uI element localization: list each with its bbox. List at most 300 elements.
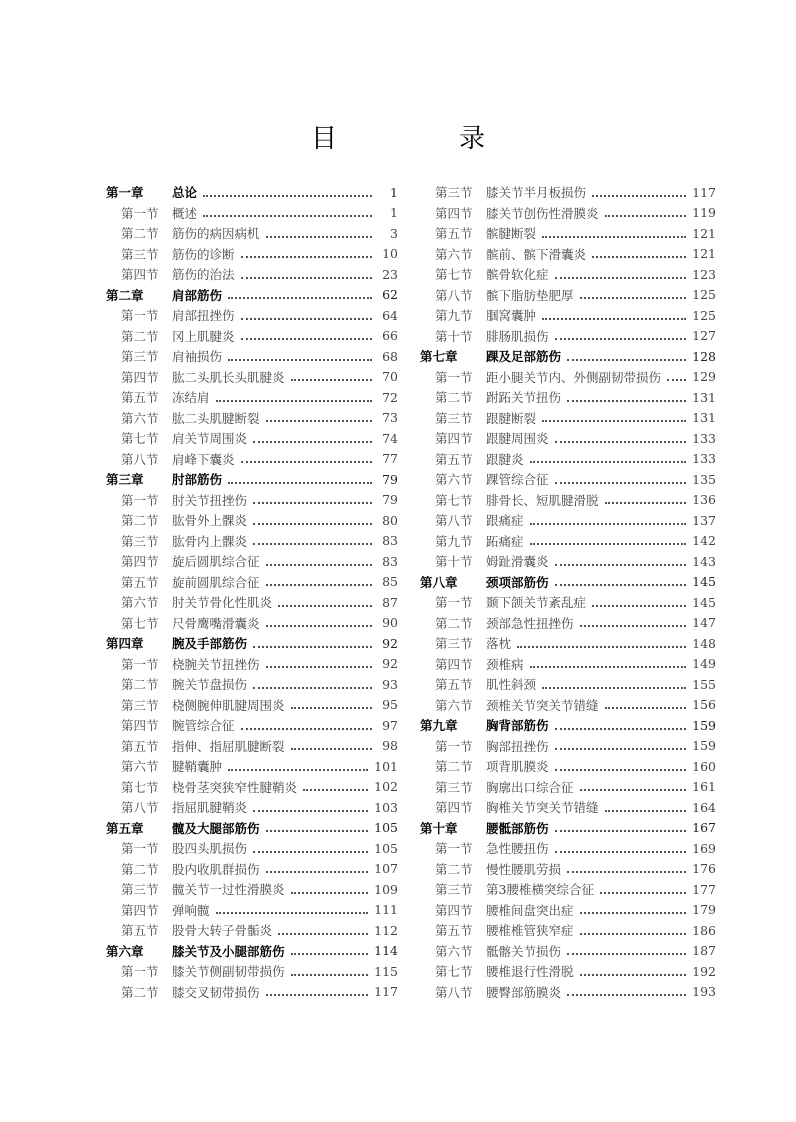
toc-section-entry xyxy=(106,777,398,798)
section-title: 肩部扭挫伤 xyxy=(172,308,235,324)
page-number: 72 xyxy=(382,389,398,405)
toc-section-entry xyxy=(420,264,716,285)
dot-leader xyxy=(592,185,686,197)
page-number: 114 xyxy=(374,943,398,959)
section-title: 尺骨鹰嘴滑囊炎 xyxy=(172,615,260,631)
section-title: 跖痛症 xyxy=(486,533,524,549)
page-number: 123 xyxy=(692,266,716,282)
section-title: 股骨大转子骨骺炎 xyxy=(172,923,273,939)
page-number: 160 xyxy=(692,758,716,774)
page-number: 87 xyxy=(382,594,398,610)
page-number: 186 xyxy=(692,922,716,938)
section-number: 第二节 xyxy=(121,226,159,242)
dot-leader xyxy=(567,984,686,996)
dot-leader xyxy=(555,328,687,340)
section-title: 颈部急性扭挫伤 xyxy=(486,615,574,631)
section-title: 髋关节一过性滑膜炎 xyxy=(172,882,285,898)
dot-leader xyxy=(291,882,369,894)
section-number: 第四节 xyxy=(121,718,159,734)
section-number: 第四节 xyxy=(435,800,473,816)
toc-section-entry xyxy=(106,838,398,859)
section-number: 第六节 xyxy=(435,246,473,262)
dot-leader xyxy=(580,902,687,914)
section-title: 颈椎关节突关节错缝 xyxy=(486,697,599,713)
section-title: 旋后圆肌综合征 xyxy=(172,554,260,570)
section-number: 第七节 xyxy=(121,615,159,631)
section-number: 第四节 xyxy=(121,902,159,918)
section-number: 第六节 xyxy=(121,759,159,775)
toc-section-entry xyxy=(420,859,716,880)
dot-leader xyxy=(517,636,686,648)
dot-leader xyxy=(555,820,687,832)
page-number: 131 xyxy=(692,389,716,405)
page-number: 179 xyxy=(692,902,716,918)
dot-leader xyxy=(555,554,687,566)
dot-leader xyxy=(253,677,372,689)
toc-chapter-entry xyxy=(106,633,398,654)
section-title: 膝关节半月板损伤 xyxy=(486,185,587,201)
toc-section-entry xyxy=(420,654,716,675)
section-number: 第一节 xyxy=(435,841,473,857)
toc-chapter-entry xyxy=(106,818,398,839)
page-number: 137 xyxy=(692,512,716,528)
section-number: 第九节 xyxy=(435,533,473,549)
chapter-title: 总论 xyxy=(172,185,198,201)
toc-section-entry xyxy=(106,982,398,1003)
section-number: 第七节 xyxy=(435,964,473,980)
page-number: 176 xyxy=(692,861,716,877)
section-number: 第一节 xyxy=(435,738,473,754)
section-number: 第一节 xyxy=(435,369,473,385)
toc-section-entry xyxy=(420,777,716,798)
dot-leader xyxy=(228,349,372,361)
dot-leader xyxy=(216,390,372,402)
page-number: 101 xyxy=(374,758,398,774)
page-number: 109 xyxy=(374,881,398,897)
dot-leader xyxy=(567,861,686,873)
section-number: 第七节 xyxy=(435,267,473,283)
toc-section-entry xyxy=(420,428,716,449)
page-number: 133 xyxy=(692,430,716,446)
toc-section-entry xyxy=(106,326,398,347)
chapter-number: 第三章 xyxy=(106,472,144,488)
section-number: 第七节 xyxy=(435,492,473,508)
section-number: 第一节 xyxy=(121,205,159,221)
section-title: 急性腰扭伤 xyxy=(486,841,549,857)
page-number: 85 xyxy=(382,574,398,590)
section-number: 第八节 xyxy=(435,287,473,303)
page-number: 193 xyxy=(692,984,716,1000)
toc-section-entry xyxy=(420,613,716,634)
page-number: 79 xyxy=(382,471,398,487)
toc-section-entry xyxy=(420,695,716,716)
toc-section-entry xyxy=(106,736,398,757)
section-number: 第六节 xyxy=(121,410,159,426)
page-number: 10 xyxy=(382,246,398,262)
page-number: 164 xyxy=(692,799,716,815)
toc-section-entry xyxy=(420,756,716,777)
dot-leader xyxy=(278,923,368,935)
chapter-title: 腰骶部筋伤 xyxy=(486,820,549,836)
dot-leader xyxy=(278,595,372,607)
page-number: 192 xyxy=(692,963,716,979)
section-number: 第一节 xyxy=(435,595,473,611)
section-number: 第五节 xyxy=(121,923,159,939)
section-title: 跟腱周围炎 xyxy=(486,431,549,447)
page-number: 3 xyxy=(390,225,398,241)
toc-section-entry xyxy=(420,941,716,962)
dot-leader xyxy=(600,882,686,894)
dot-leader xyxy=(253,636,372,648)
chapter-title: 膝关节及小腿部筋伤 xyxy=(172,943,285,959)
chapter-number: 第六章 xyxy=(106,943,144,959)
page-number: 147 xyxy=(692,615,716,631)
dot-leader xyxy=(253,513,372,525)
chapter-title: 肘部筋伤 xyxy=(172,472,223,488)
section-title: 髌前、髌下滑囊炎 xyxy=(486,246,587,262)
page-number: 169 xyxy=(692,840,716,856)
section-title: 股四头肌损伤 xyxy=(172,841,248,857)
dot-leader xyxy=(266,656,372,668)
toc-chapter-entry xyxy=(420,715,716,736)
toc-left-column xyxy=(106,182,398,1002)
toc-chapter-entry xyxy=(420,572,716,593)
section-number: 第七节 xyxy=(121,779,159,795)
section-number: 第八节 xyxy=(121,800,159,816)
section-number: 第三节 xyxy=(121,246,159,262)
dot-leader xyxy=(542,308,686,320)
toc-section-entry xyxy=(420,408,716,429)
section-title: 跟痛症 xyxy=(486,513,524,529)
section-number: 第十节 xyxy=(435,554,473,570)
section-title: 落枕 xyxy=(486,636,512,652)
dot-leader xyxy=(530,451,687,463)
toc-section-entry xyxy=(420,510,716,531)
section-title: 桡腕关节扭挫伤 xyxy=(172,656,260,672)
section-number: 第三节 xyxy=(435,882,473,898)
section-number: 第二节 xyxy=(121,513,159,529)
page-number: 131 xyxy=(692,410,716,426)
page-number: 155 xyxy=(692,676,716,692)
page-number: 79 xyxy=(382,492,398,508)
page-number: 90 xyxy=(382,615,398,631)
page-number: 62 xyxy=(382,287,398,303)
dot-leader xyxy=(266,226,372,238)
section-number: 第一节 xyxy=(121,964,159,980)
section-number: 第八节 xyxy=(435,984,473,1000)
section-number: 第四节 xyxy=(121,554,159,570)
section-title: 弹响髋 xyxy=(172,902,210,918)
section-number: 第六节 xyxy=(435,472,473,488)
chapter-title: 肩部筋伤 xyxy=(172,287,223,303)
section-number: 第四节 xyxy=(121,267,159,283)
page-number: 119 xyxy=(692,205,716,221)
dot-leader xyxy=(303,779,368,791)
page-number: 73 xyxy=(382,410,398,426)
dot-leader xyxy=(203,185,372,197)
section-number: 第十节 xyxy=(435,328,473,344)
toc-section-entry xyxy=(106,367,398,388)
toc-section-entry xyxy=(420,326,716,347)
page-number: 68 xyxy=(382,348,398,364)
toc-section-entry xyxy=(420,982,716,1003)
dot-leader xyxy=(266,615,372,627)
section-title: 跟腱炎 xyxy=(486,451,524,467)
section-title: 颞下颌关节紊乱症 xyxy=(486,595,587,611)
page-number: 159 xyxy=(692,717,716,733)
dot-leader xyxy=(266,574,372,586)
toc-section-entry xyxy=(106,203,398,224)
page-number: 103 xyxy=(374,799,398,815)
toc-section-entry xyxy=(420,203,716,224)
section-title: 腰椎椎管狭窄症 xyxy=(486,923,574,939)
section-title: 腓肠肌损伤 xyxy=(486,328,549,344)
toc-section-entry xyxy=(106,408,398,429)
chapter-title: 胸背部筋伤 xyxy=(486,718,549,734)
page-number: 74 xyxy=(382,430,398,446)
page-number: 117 xyxy=(374,984,398,1000)
section-number: 第三节 xyxy=(121,349,159,365)
section-title: 肩袖损伤 xyxy=(172,349,223,365)
dot-leader xyxy=(555,574,687,586)
section-title: 跗跖关节扭伤 xyxy=(486,390,562,406)
dot-leader xyxy=(291,964,369,976)
toc-section-entry xyxy=(420,531,716,552)
page-number: 98 xyxy=(382,738,398,754)
page-number: 83 xyxy=(382,553,398,569)
section-number: 第三节 xyxy=(121,533,159,549)
section-title: 腕关节盘损伤 xyxy=(172,677,248,693)
toc-section-entry xyxy=(106,715,398,736)
dot-leader xyxy=(266,410,372,422)
section-number: 第七节 xyxy=(121,431,159,447)
section-title: 肱二头肌腱断裂 xyxy=(172,410,260,426)
toc-right-column xyxy=(420,182,716,1002)
dot-leader xyxy=(253,800,368,812)
dot-leader xyxy=(241,328,372,340)
dot-leader xyxy=(555,759,687,771)
dot-leader xyxy=(253,492,372,504)
section-title: 股内收肌群损伤 xyxy=(172,861,260,877)
section-number: 第五节 xyxy=(121,738,159,754)
chapter-title: 颈项部筋伤 xyxy=(486,574,549,590)
page-number: 70 xyxy=(382,369,398,385)
section-title: 颈椎病 xyxy=(486,656,524,672)
chapter-number: 第二章 xyxy=(106,287,144,303)
toc-section-entry xyxy=(106,900,398,921)
toc-section-entry xyxy=(420,285,716,306)
dot-leader xyxy=(266,984,369,996)
dot-leader xyxy=(291,738,372,750)
section-number: 第一节 xyxy=(121,308,159,324)
page-number: 133 xyxy=(692,451,716,467)
section-title: 膝关节创伤性滑膜炎 xyxy=(486,205,599,221)
section-title: 指伸、指屈肌腱断裂 xyxy=(172,738,285,754)
page-number: 64 xyxy=(382,307,398,323)
page-number: 148 xyxy=(692,635,716,651)
chapter-number: 第九章 xyxy=(420,718,458,734)
section-number: 第四节 xyxy=(435,205,473,221)
section-title: 冈上肌腱炎 xyxy=(172,328,235,344)
page-title: 目 录 xyxy=(310,124,533,154)
dot-leader xyxy=(580,779,687,791)
section-number: 第六节 xyxy=(121,595,159,611)
toc-section-entry xyxy=(420,469,716,490)
section-title: 肘关节扭挫伤 xyxy=(172,492,248,508)
page-number: 112 xyxy=(374,922,398,938)
page-number: 66 xyxy=(382,328,398,344)
page-number: 127 xyxy=(692,328,716,344)
section-number: 第四节 xyxy=(121,369,159,385)
page-number: 117 xyxy=(692,184,716,200)
section-title: 肌性斜颈 xyxy=(486,677,537,693)
toc-section-entry xyxy=(106,879,398,900)
page-number: 129 xyxy=(692,369,716,385)
section-title: 胸廓出口综合征 xyxy=(486,779,574,795)
toc-section-entry xyxy=(106,654,398,675)
page-number: 161 xyxy=(692,779,716,795)
toc-section-entry xyxy=(106,920,398,941)
toc-section-entry xyxy=(106,613,398,634)
dot-leader xyxy=(605,697,687,709)
dot-leader xyxy=(530,533,687,545)
section-title: 踝管综合征 xyxy=(486,472,549,488)
page-number: 105 xyxy=(374,840,398,856)
dot-leader xyxy=(266,554,372,566)
toc-section-entry xyxy=(420,387,716,408)
page-number: 177 xyxy=(692,881,716,897)
toc-section-entry xyxy=(420,961,716,982)
dot-leader xyxy=(592,246,686,258)
page-number: 77 xyxy=(382,451,398,467)
chapter-number: 第十章 xyxy=(420,820,458,836)
section-title: 慢性腰肌劳损 xyxy=(486,861,562,877)
toc-chapter-entry xyxy=(420,346,716,367)
toc-section-entry xyxy=(106,449,398,470)
dot-leader xyxy=(253,533,372,545)
toc-chapter-entry xyxy=(106,285,398,306)
section-title: 髌腱断裂 xyxy=(486,226,537,242)
toc-section-entry xyxy=(420,182,716,203)
section-title: 腘窝囊肿 xyxy=(486,308,537,324)
section-title: 髌骨软化症 xyxy=(486,267,549,283)
chapter-number: 第一章 xyxy=(106,185,144,201)
dot-leader xyxy=(555,472,687,484)
toc-section-entry xyxy=(106,859,398,880)
toc-section-entry xyxy=(420,592,716,613)
toc-section-entry xyxy=(420,879,716,900)
dot-leader xyxy=(530,656,687,668)
section-number: 第四节 xyxy=(435,656,473,672)
section-title: 腰椎退行性滑脱 xyxy=(486,964,574,980)
page-number: 23 xyxy=(382,266,398,282)
page-number: 136 xyxy=(692,492,716,508)
dot-leader xyxy=(567,943,686,955)
dot-leader xyxy=(567,390,686,402)
page-number: 97 xyxy=(382,717,398,733)
page-number: 102 xyxy=(374,779,398,795)
page-number: 1 xyxy=(390,184,398,200)
section-title: 腕管综合征 xyxy=(172,718,235,734)
toc-section-entry xyxy=(420,551,716,572)
page-number: 121 xyxy=(692,246,716,262)
section-title: 肱二头肌长头肌腱炎 xyxy=(172,369,285,385)
section-number: 第五节 xyxy=(435,226,473,242)
page-number: 143 xyxy=(692,553,716,569)
toc-section-entry xyxy=(106,510,398,531)
toc-section-entry xyxy=(420,633,716,654)
toc-chapter-entry xyxy=(420,818,716,839)
dot-leader xyxy=(605,800,687,812)
dot-leader xyxy=(253,841,368,853)
page-number: 125 xyxy=(692,307,716,323)
section-title: 桡骨茎突狭窄性腱鞘炎 xyxy=(172,779,298,795)
page-number: 149 xyxy=(692,656,716,672)
toc-section-entry xyxy=(106,961,398,982)
toc-section-entry xyxy=(106,264,398,285)
dot-leader xyxy=(580,923,687,935)
page-number: 121 xyxy=(692,225,716,241)
page-number: 142 xyxy=(692,533,716,549)
section-title: 项背肌膜炎 xyxy=(486,759,549,775)
page-number: 92 xyxy=(382,656,398,672)
section-title: 髌下脂肪垫肥厚 xyxy=(486,287,574,303)
section-number: 第九节 xyxy=(435,308,473,324)
toc-section-entry xyxy=(106,674,398,695)
dot-leader xyxy=(228,287,372,299)
toc-section-entry xyxy=(106,305,398,326)
toc-section-entry xyxy=(420,367,716,388)
page-number: 115 xyxy=(374,963,398,979)
section-title: 肩峰下囊炎 xyxy=(172,451,235,467)
toc-section-entry xyxy=(106,592,398,613)
toc-section-entry xyxy=(420,736,716,757)
section-title: 跟腱断裂 xyxy=(486,410,537,426)
page-number: 92 xyxy=(382,635,398,651)
section-title: 筋伤的病因病机 xyxy=(172,226,260,242)
page-number: 107 xyxy=(374,861,398,877)
dot-leader xyxy=(542,226,686,238)
toc-section-entry xyxy=(420,674,716,695)
page-number: 105 xyxy=(374,820,398,836)
toc-section-entry xyxy=(420,900,716,921)
dot-leader xyxy=(580,615,687,627)
section-number: 第一节 xyxy=(121,841,159,857)
section-title: 肘关节骨化性肌炎 xyxy=(172,595,273,611)
toc-section-entry xyxy=(106,346,398,367)
toc-section-entry xyxy=(106,551,398,572)
section-number: 第二节 xyxy=(121,984,159,1000)
toc-section-entry xyxy=(106,428,398,449)
section-number: 第二节 xyxy=(435,615,473,631)
dot-leader xyxy=(580,287,687,299)
dot-leader xyxy=(241,246,372,258)
toc-section-entry xyxy=(420,490,716,511)
dot-leader xyxy=(555,431,687,443)
section-title: 胸部扭挫伤 xyxy=(486,738,549,754)
section-number: 第八节 xyxy=(121,451,159,467)
toc-section-entry xyxy=(420,223,716,244)
toc-section-entry xyxy=(106,572,398,593)
dot-leader xyxy=(555,267,687,279)
chapter-title: 踝及足部筋伤 xyxy=(486,349,562,365)
section-title: 腰椎间盘突出症 xyxy=(486,902,574,918)
section-number: 第三节 xyxy=(435,185,473,201)
page-number: 80 xyxy=(382,512,398,528)
chapter-number: 第八章 xyxy=(420,574,458,590)
section-number: 第一节 xyxy=(121,492,159,508)
section-number: 第五节 xyxy=(121,574,159,590)
